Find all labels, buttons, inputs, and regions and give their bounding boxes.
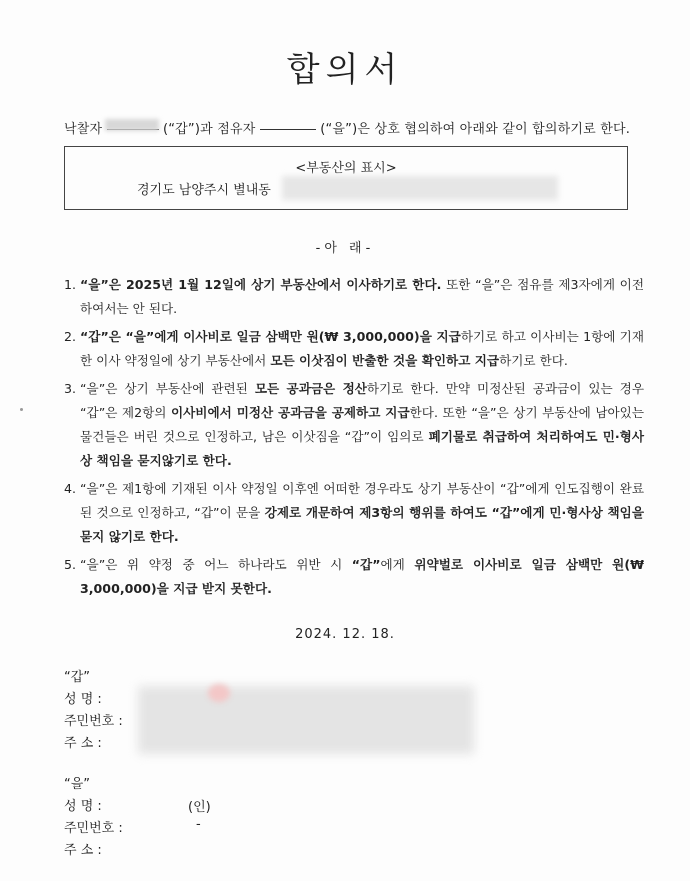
party-b-addr-row bbox=[64, 840, 130, 862]
party-a-addr-key: 주 소 : bbox=[64, 736, 102, 751]
margin-dot bbox=[20, 408, 23, 411]
party-a-id-key: 주민번호 : bbox=[64, 714, 123, 729]
clause-number: 3. bbox=[64, 381, 77, 396]
below-marker: -아 래- bbox=[315, 241, 375, 256]
party-b-id-value: - bbox=[196, 817, 201, 832]
contract-date: 2024. 12. 18. bbox=[295, 627, 395, 642]
clause-text: 이사비에서 미정산 공과금을 공제하고 지급 bbox=[170, 405, 410, 420]
clause-text: 하기로 한다. bbox=[499, 353, 568, 368]
party-b-id-row bbox=[64, 818, 130, 840]
property-address: 경기도 남양주시 별내동 bbox=[137, 183, 271, 198]
buyer-name-blank bbox=[107, 129, 159, 130]
address-redaction bbox=[282, 176, 558, 200]
party-b-block bbox=[64, 774, 130, 862]
party-b-name-row bbox=[64, 796, 130, 818]
clause-text: “을”은 위 약정 중 어느 하나라도 위반 시 bbox=[80, 557, 352, 572]
intro-line bbox=[64, 118, 630, 137]
clause-3 bbox=[64, 377, 644, 473]
intro-prefix: 낙찰자 bbox=[64, 122, 103, 137]
party-a-addr-row bbox=[64, 733, 130, 755]
clause-5 bbox=[64, 553, 644, 601]
clause-text: “갑” bbox=[351, 557, 381, 572]
clause-number: 4. bbox=[64, 481, 77, 496]
property-box-heading: <부동산의 표시> bbox=[295, 161, 397, 176]
clause-text: 에게 bbox=[380, 557, 415, 572]
party-a-label: “갑” bbox=[64, 670, 91, 685]
clause-number: 1. bbox=[64, 277, 77, 292]
party-a-block bbox=[64, 667, 130, 755]
occupant-name-blank bbox=[260, 129, 316, 130]
clause-1 bbox=[64, 273, 644, 321]
clause-text: 폐기물로 취급하여 처리하여도 민·형사상 책임을 묻지않기로 한다. bbox=[80, 429, 644, 468]
clause-text: 위약벌로 이사비로 일금 삼백만 원(₩ 3,000,000)을 지급 받지 못한다. bbox=[80, 557, 644, 596]
clause-text: 모든 이삿짐이 반출한 것을 확인하고 지급 bbox=[270, 353, 500, 368]
intro-suffix: (“을”)은 상호 협의하여 아래와 같이 합의하기로 한다. bbox=[320, 122, 631, 137]
buyer-name-redaction bbox=[105, 119, 159, 131]
clause-text: 또한 “을”은 점유를 제3자에게 이전하여서는 안 된다. bbox=[80, 277, 645, 316]
clause-text: 모든 공과금은 정산 bbox=[254, 381, 367, 396]
intro-mid: (“갑”)과 점유자 bbox=[162, 122, 256, 137]
clause-4 bbox=[64, 477, 644, 549]
party-b-label: “을” bbox=[64, 777, 91, 792]
clause-text: “을”은 제1항에 기재된 이사 약정일 이후엔 어떠한 경우라도 상기 부동산이 “갑”에게 인도집행이 완료된 것으로 인정하고, “갑”이 문을 bbox=[80, 481, 644, 520]
clause-number: 5. bbox=[64, 557, 77, 572]
clause-text: 하기로 한다. 만약 미정산된 공과금이 있는 경우 “갑”은 제2항의 bbox=[80, 381, 645, 420]
clause-number: 2. bbox=[64, 329, 77, 344]
clause-2 bbox=[64, 325, 644, 373]
party-a-name-row bbox=[64, 689, 130, 711]
party-a-id-row bbox=[64, 711, 130, 733]
clause-list bbox=[64, 273, 644, 605]
party-b-seal-mark: (인) bbox=[188, 800, 211, 815]
clause-text: “을”은 2025년 1월 12일에 상기 부동산에서 이사하기로 한다. bbox=[80, 277, 442, 292]
party-b-id-key: 주민번호 : bbox=[64, 821, 123, 836]
party-b-addr-key: 주 소 : bbox=[64, 843, 102, 858]
party-a-redaction bbox=[138, 686, 474, 754]
seal-stamp bbox=[208, 684, 230, 702]
clause-text: “갑”은 “을”에게 이사비로 일금 삼백만 원(₩ 3,000,000)을 지급 bbox=[80, 329, 461, 344]
document-title: 합의서 bbox=[286, 50, 404, 90]
clause-text: 한다. 또한 “을”은 상기 부동산에 남아있는 물건들은 버린 것으로 인정하고, 남은 이삿짐을 “갑”이 임의로 bbox=[80, 405, 644, 444]
party-a-name-key: 성 명 : bbox=[64, 692, 102, 707]
party-b-name-key: 성 명 : bbox=[64, 799, 102, 814]
clause-text: “을”은 상기 부동산에 관련된 bbox=[80, 381, 255, 396]
clause-text: 하기로 하고 이사비는 1항에 기재한 이사 약정일에 상기 부동산에서 bbox=[80, 329, 644, 368]
clause-text: 강제로 개문하여 제3항의 행위를 하여도 “갑”에게 민·형사상 책임을 묻지 않기로 한다. bbox=[80, 505, 644, 544]
